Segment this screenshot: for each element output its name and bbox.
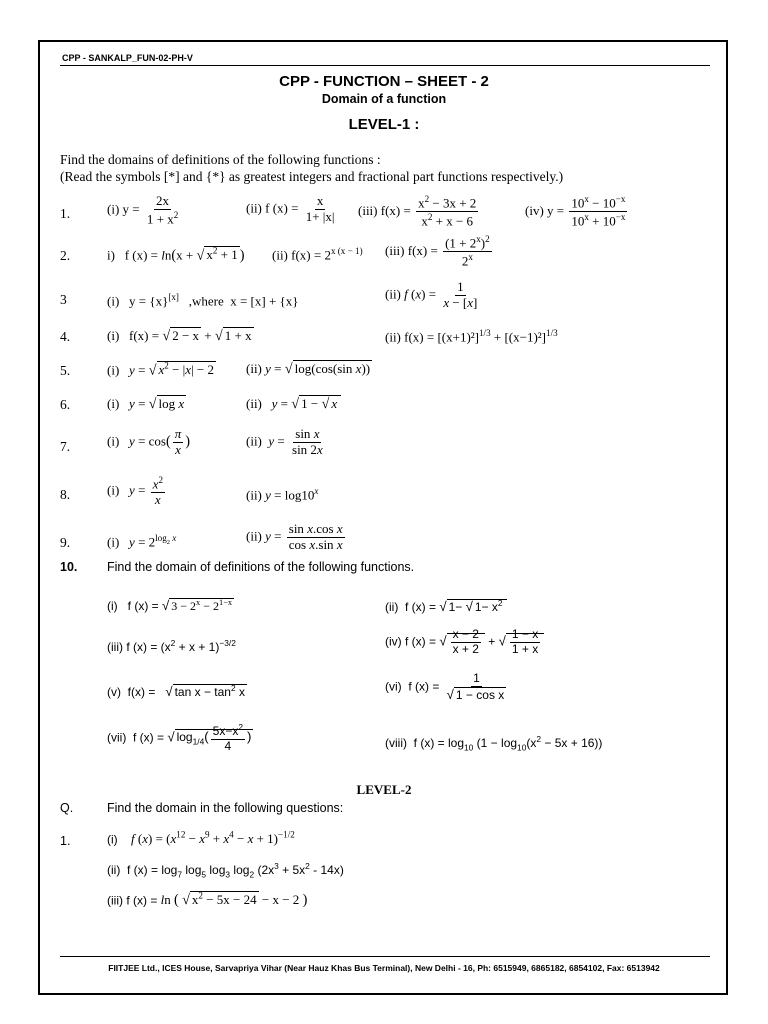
level2-q-label: Q. xyxy=(60,801,74,815)
q8-part-ii: (ii) $y = \log 10^x$ xyxy=(246,486,319,503)
q9-part-i: (i) $y = 2^{log_2 x}$ xyxy=(107,533,177,550)
q10-part-v: (v) f(x) = √ $\tan x - \tan^2 x$ xyxy=(107,683,245,699)
q2-number: 2. xyxy=(60,248,71,263)
l2-q1-part-i: (i) f $(x) = (x^{12} - x^9 + x^4 - x + 1)^{-1/2}$ xyxy=(107,830,295,847)
q10-number: 10. xyxy=(60,560,78,574)
sheet-code: CPP - SANKALP_FUN-02-PH-V xyxy=(62,53,193,63)
l2-q1-part-ii: (ii) f $(x) = \log_7 \log_5 \log_3 \log_2 (2x^3 + 5x^2 - 14x)$ xyxy=(107,861,344,880)
l2-q1-part-iii: (iii) f (x) = ln ( √ $x^2 - 5x - 24 - x - 2$ ) xyxy=(107,891,308,909)
intro-line-2: (Read the symbols [*] and {*} as greatest integers and fractional part functions respectively.) xyxy=(60,169,564,184)
q6-number: 6. xyxy=(60,397,71,412)
level-2-heading: LEVEL-2 xyxy=(356,782,412,797)
q3-number: 3 xyxy=(60,292,67,307)
q4-number: 4. xyxy=(60,329,71,344)
q1-part-iv: (iv) y = $\frac{10^x - 10^{-x}}{10^x + 10^{-x}}$ xyxy=(525,194,626,229)
q6-part-ii: (ii) y = √ 1 − √ x xyxy=(246,396,341,413)
q4-part-i: (i) f(x) = √ 2 − x + √ 1 + x xyxy=(107,328,252,344)
q5-number: 5. xyxy=(60,363,71,378)
q7-part-ii: (ii) y = $\frac{\text{sin x}}{\sin 2x}$ xyxy=(246,426,323,457)
q2-part-ii: (ii) $f(x) = 2^{x (x - 1)}$ xyxy=(272,246,363,263)
q10-part-viii: (viii) f $(x) = \log_{10} (1 - \log_{10}(x^2 - 5x + 16))$ xyxy=(385,734,603,753)
q10-part-iii: (iii) f $(x) = (x^2 + x + 1)^{-3/2}$ xyxy=(107,638,236,654)
q5-part-ii: (ii) y = √ log(cos(sin x)) xyxy=(246,361,371,377)
intro-line-1: Find the domains of definitions of the following functions : xyxy=(60,152,381,167)
q2-part-i: i) f (x) = ln(x + √ $x^2 + 1$ ) xyxy=(107,246,245,264)
sheet-title: CPP - FUNCTION – SHEET - 2 xyxy=(279,73,489,90)
q10-part-vii: (vii) f (x) = √ $\log_{1/4}$( $\frac{5x-x^2}{4}$ ) xyxy=(107,722,252,753)
footer-rule xyxy=(60,956,710,957)
l2-q1-number: 1. xyxy=(60,834,71,848)
header-rule xyxy=(60,65,710,66)
q10-part-vi: (vi) f (x) = $\frac{1}{\text{√ 1 − cos x}}$ xyxy=(385,671,505,702)
q8-number: 8. xyxy=(60,487,71,502)
q10-text: Find the domain of definitions of the following functions. xyxy=(107,560,415,574)
q1-part-i: (i) y = $\frac{2x}{1 + x^2}$ xyxy=(107,193,179,227)
q4-part-ii: (ii) $f(x) = [(x+1)^2]^{1/3} + [(x-1)^2]^{1/3}$ xyxy=(385,328,558,345)
q2-part-iii: (iii) f(x) = $\frac{(1 + 2^x)^2}{2^x}$ xyxy=(385,234,490,269)
q10-part-ii: (ii) f (x) = √ 1− √ $1- x^2$ xyxy=(385,598,507,614)
sheet-subtitle: Domain of a function xyxy=(321,92,447,106)
level2-q-text: Find the domain in the following questions: xyxy=(107,801,344,815)
q1-part-iii: (iii) f(x) = $\frac{x^2 - 3x + 2}{x^2 + x - 6}$ xyxy=(358,194,477,229)
q1-number: 1. xyxy=(60,206,71,221)
q8-part-i: (i) y = $\frac{x^2}{x}$ xyxy=(107,475,163,508)
q5-part-i: (i) y = √ $x^2 - |x| - 2$ xyxy=(107,361,214,379)
q6-part-i: (i) y = √ log x xyxy=(107,396,185,412)
level-1-heading: LEVEL-1 : xyxy=(348,116,420,133)
q10-part-iv: (iv) f (x) = √ $\frac{x - 2}{x + 2}$ + √ $\frac{1 - x}{1 + x}$ xyxy=(385,628,544,657)
q3-part-i: (i) y = {x}[x] ,where x = [x] + {x} xyxy=(107,292,299,309)
q10-part-i: (i) f (x) = √ $3 - 2^x - 2^{1-x}$ xyxy=(107,598,233,613)
q7-part-i: (i) y = cos( $\frac{\pi}{x}$ ) xyxy=(107,426,191,457)
q9-part-ii: (ii) y = $\frac{\text{sin x.cos x}}{\text{cos x.sin x}}$ xyxy=(246,521,343,552)
q7-number: 7. xyxy=(60,439,71,454)
q3-part-ii: (ii) f (x) = $\frac{1}{x - [x]}$ xyxy=(385,279,478,310)
footer-address: FIITJEE Ltd., ICES House, Sarvapriya Vihar (Near Hauz Khas Bus Terminal), New Delhi - 16, Ph: 6515949, 6865182, 6854102, Fax: 6513942 xyxy=(108,963,660,973)
q1-part-ii: (ii) f (x) = $\frac{x}{1+ |x|}$ xyxy=(246,193,335,224)
q9-number: 9. xyxy=(60,535,71,550)
